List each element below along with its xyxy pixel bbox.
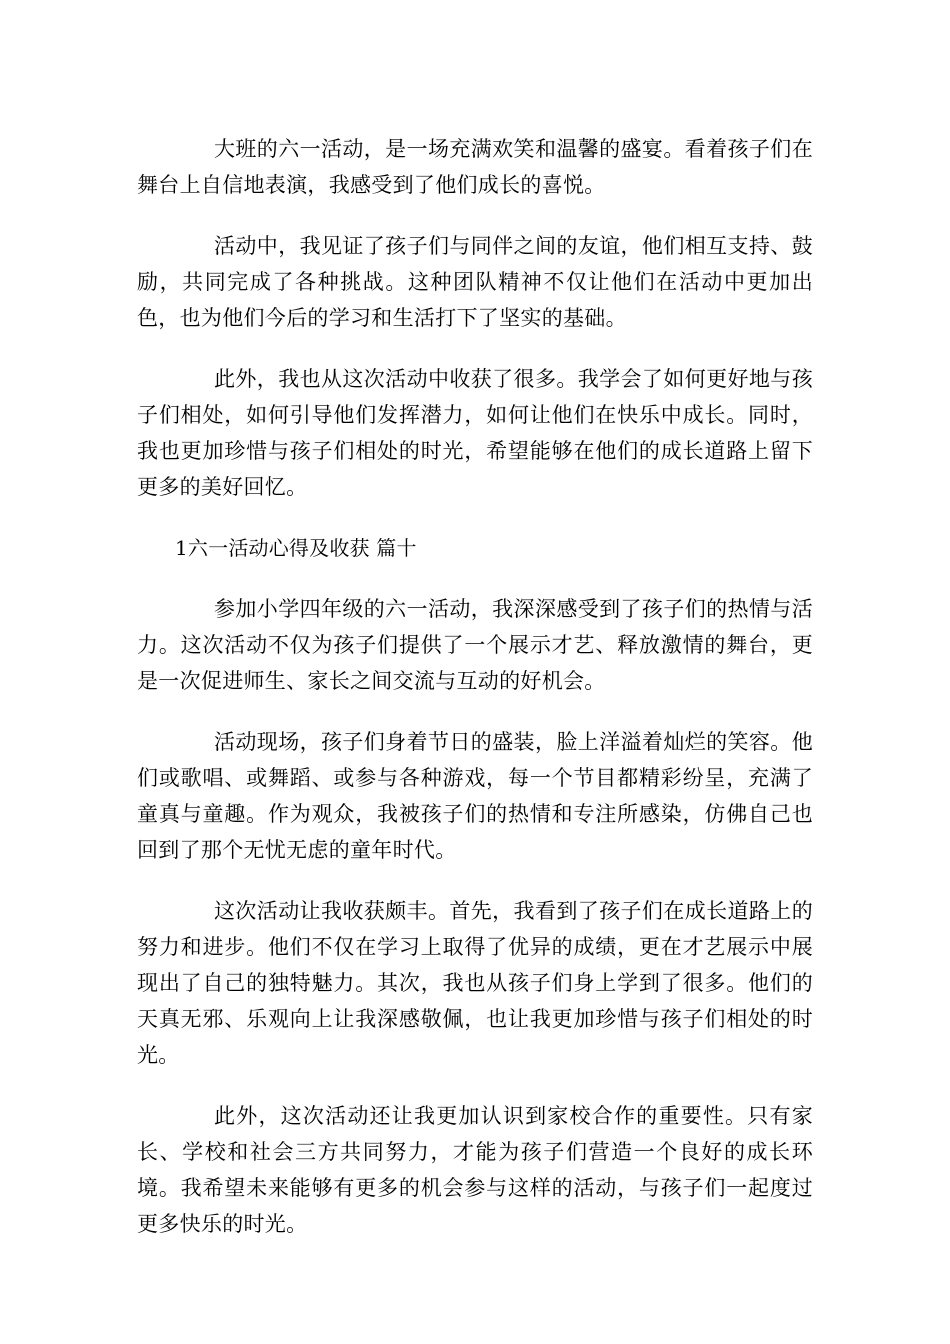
section-heading: 1六一活动心得及收获 篇十 — [175, 536, 417, 560]
paragraph: 活动中，我见证了孩子们与同伴之间的友谊，他们相互支持、鼓励，共同完成了各种挑战。这种团队精神不仅让他们在活动中更加出色，也为他们今后的学习和生活打下了坚实的基础。 — [137, 234, 813, 330]
paragraph: 大班的六一活动，是一场充满欢笑和温馨的盛宴。看着孩子们在舞台上自信地表演，我感受到了他们成长的喜悦。 — [137, 137, 813, 197]
paragraph: 此外，这次活动还让我更加认识到家校合作的重要性。只有家长、学校和社会三方共同努力，才能为孩子们营造一个良好的成长环境。我希望未来能够有更多的机会参与这样的活动，与孩子们一起度过更多快乐的时光。 — [137, 1104, 813, 1236]
paragraph: 参加小学四年级的六一活动，我深深感受到了孩子们的热情与活力。这次活动不仅为孩子们提供了一个展示才艺、释放激情的舞台，更是一次促进师生、家长之间交流与互动的好机会。 — [137, 597, 813, 693]
paragraph: 这次活动让我收获颇丰。首先，我看到了孩子们在成长道路上的努力和进步。他们不仅在学习上取得了优异的成绩，更在才艺展示中展现出了自己的独特魅力。其次，我也从孩子们身上学到了很多。他们的天真无邪、乐观向上让我深感敬佩，也让我更加珍惜与孩子们相处的时光。 — [137, 899, 813, 1067]
paragraph: 活动现场，孩子们身着节日的盛装，脸上洋溢着灿烂的笑容。他们或歌唱、或舞蹈、或参与各种游戏，每一个节目都精彩纷呈，充满了童真与童趣。作为观众，我被孩子们的热情和专注所感染，仿佛自己也回到了那个无忧无虑的童年时代。 — [137, 730, 813, 862]
paragraph: 此外，我也从这次活动中收获了很多。我学会了如何更好地与孩子们相处，如何引导他们发挥潜力，如何让他们在快乐中成长。同时，我也更加珍惜与孩子们相处的时光，希望能够在他们的成长道路上留下更多的美好回忆。 — [137, 367, 813, 499]
document-body — [137, 131, 813, 1267]
